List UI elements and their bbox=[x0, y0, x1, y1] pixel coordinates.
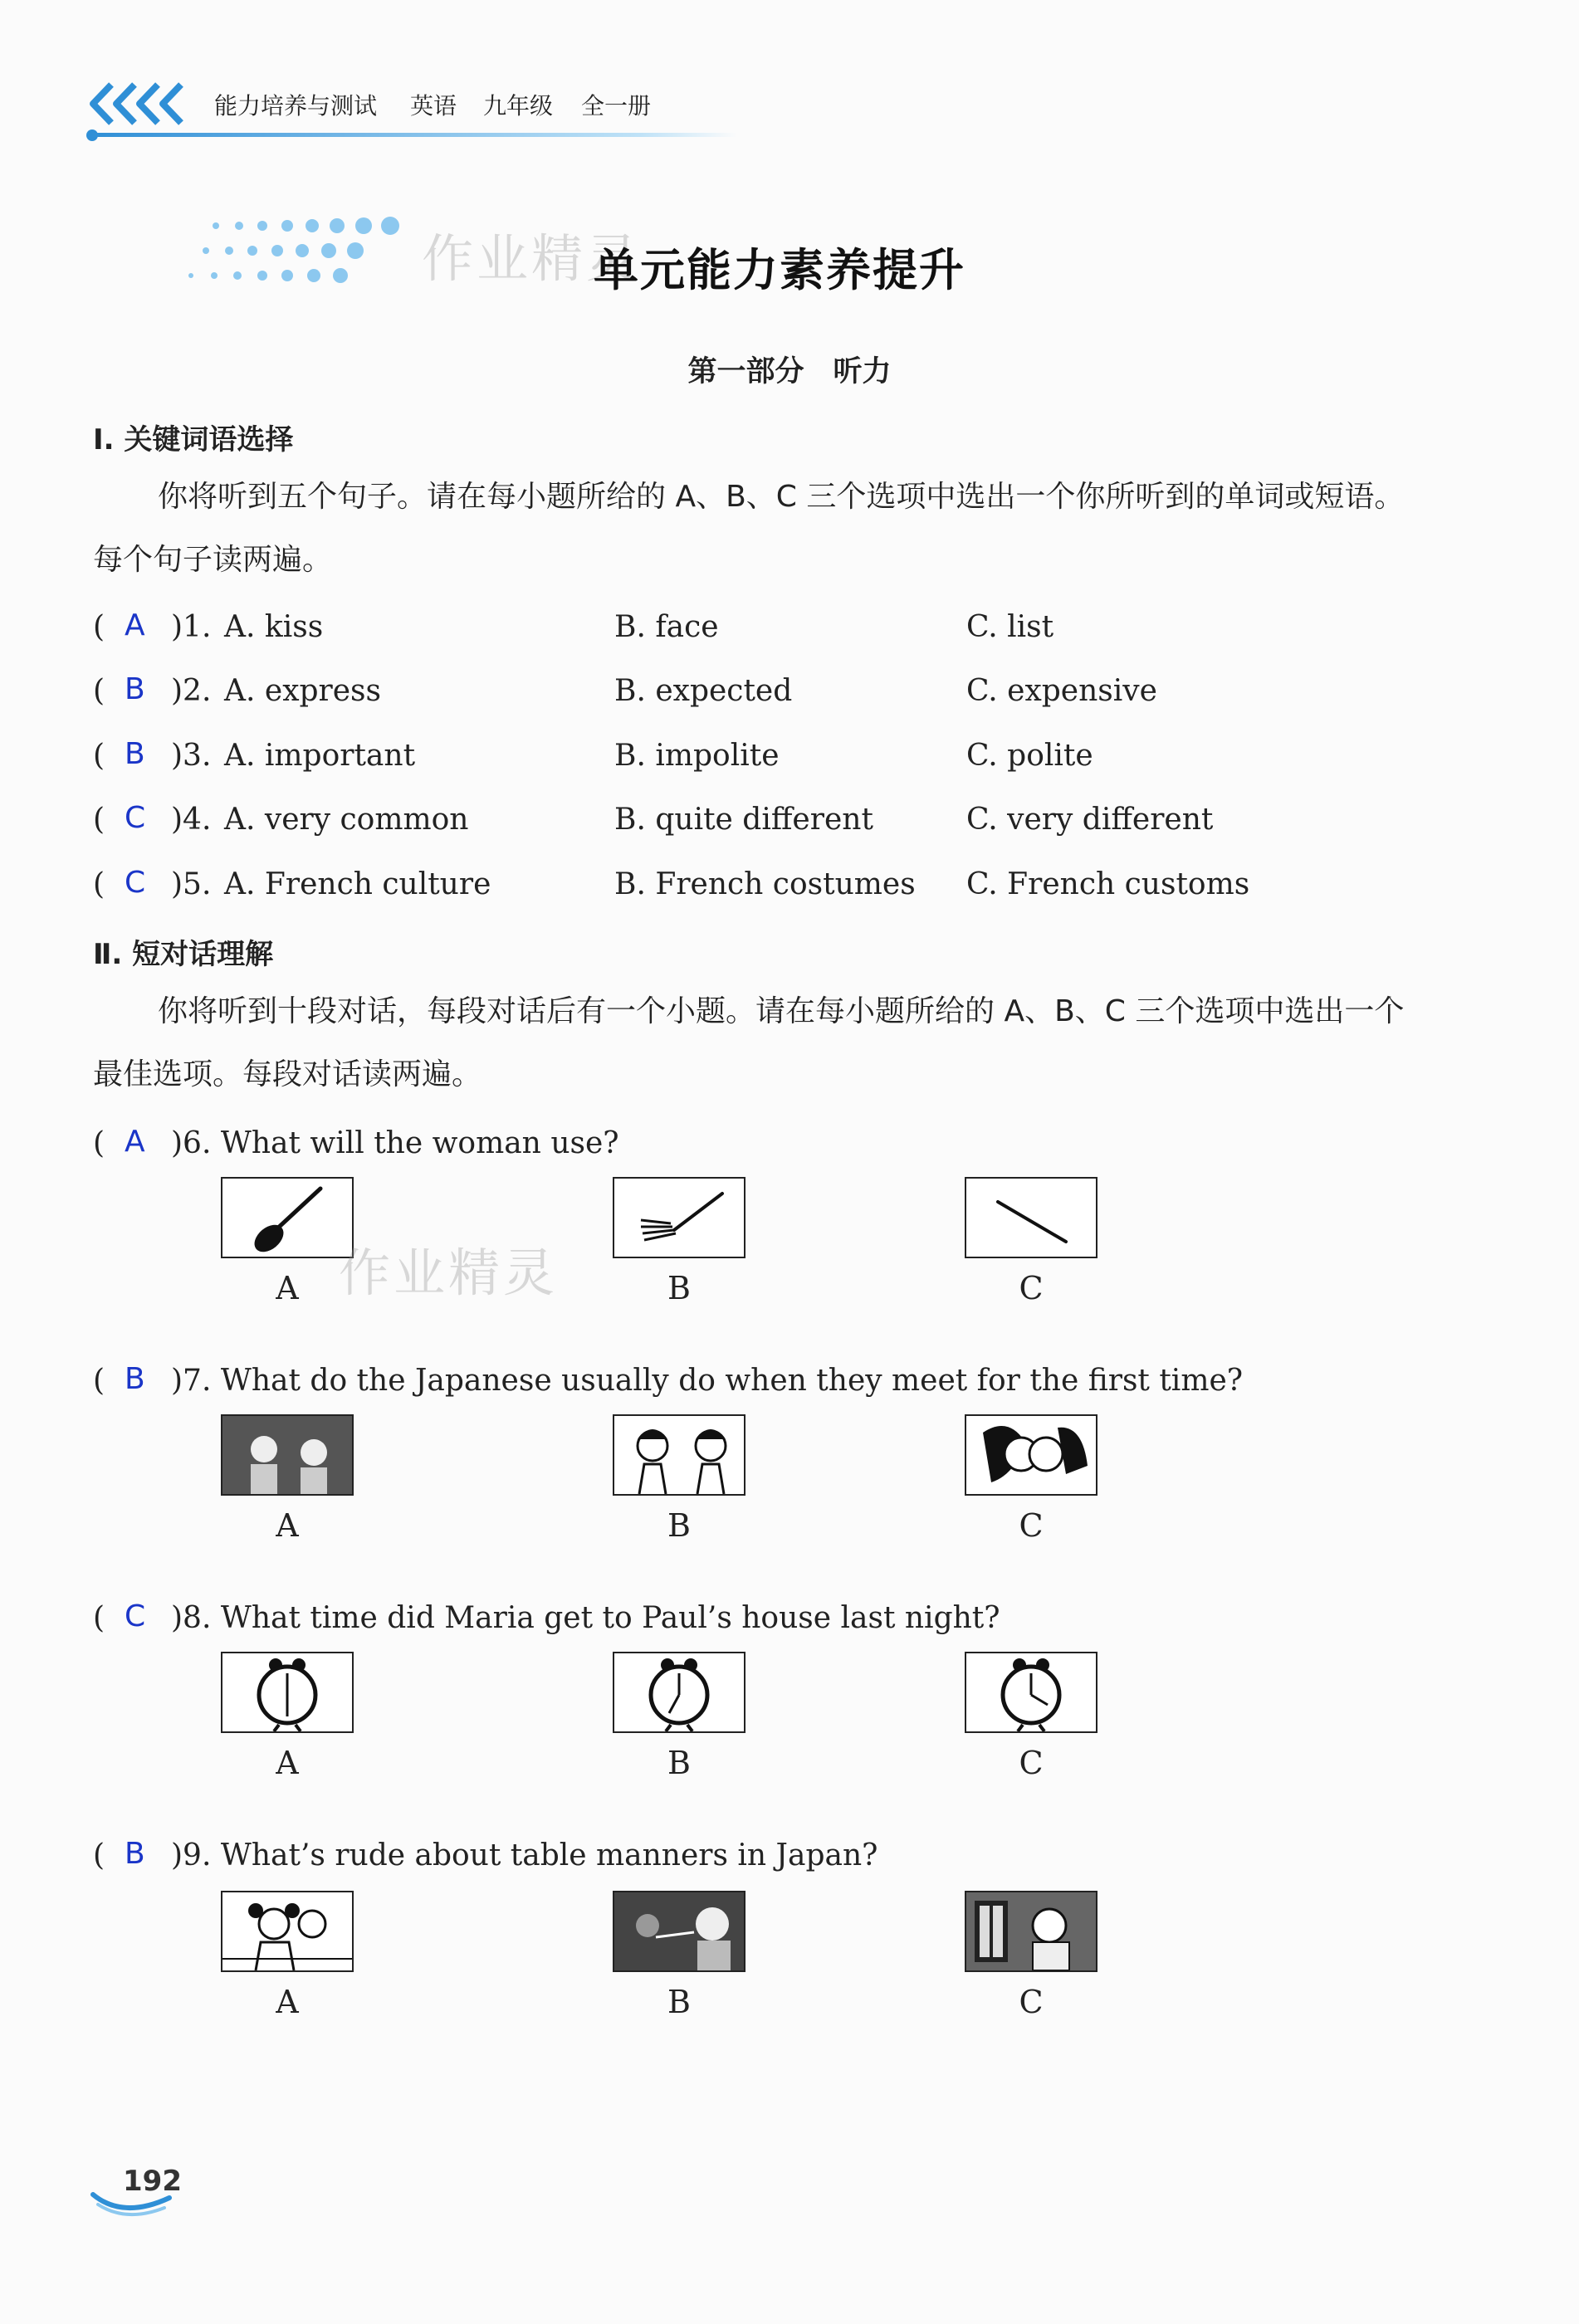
question-1-option-c: C. list bbox=[966, 610, 1054, 644]
q6-option-c-image bbox=[965, 1177, 1097, 1258]
header-subject: 英语 bbox=[410, 92, 457, 120]
title-dots-decoration bbox=[166, 214, 415, 289]
answer-2: B bbox=[125, 672, 145, 706]
answer-paren-open: ( bbox=[93, 803, 105, 837]
q7-label-c: C bbox=[1019, 1507, 1044, 1544]
watermark-middle: 作业精灵 bbox=[339, 1243, 559, 1303]
question-5-option-b: B. French costumes bbox=[614, 867, 916, 901]
question-8-text: )8. What time did Maria get to Paul’s house last night? bbox=[171, 1601, 1000, 1635]
q8-option-b-image bbox=[613, 1652, 746, 1733]
question-1-option-a: A. kiss bbox=[224, 610, 324, 644]
answer-6: A bbox=[125, 1125, 145, 1159]
answer-paren-open: ( bbox=[93, 1838, 105, 1872]
answer-paren-open: ( bbox=[93, 1364, 105, 1398]
question-2-option-a: A. express bbox=[224, 674, 381, 708]
q9-label-b: B bbox=[667, 1984, 691, 2020]
q6-label-b: B bbox=[667, 1270, 691, 1306]
question-3-number: )3. bbox=[171, 739, 212, 773]
question-5-option-c: C. French customs bbox=[966, 867, 1250, 901]
answer-paren-open: ( bbox=[93, 610, 105, 644]
q8-label-c: C bbox=[1019, 1745, 1044, 1781]
question-4-option-a: A. very common bbox=[224, 803, 469, 837]
header-rule bbox=[90, 133, 737, 137]
q9-option-a-image bbox=[221, 1891, 354, 1972]
answer-3: B bbox=[125, 737, 145, 771]
part2-instruction-line1: 你将听到十段对话，每段对话后有一个小题。请在每小题所给的 A、B、C 三个选项中选出一个 bbox=[158, 994, 1405, 1028]
question-3-option-c: C. polite bbox=[966, 739, 1093, 773]
header-grade: 九年级 bbox=[483, 92, 554, 120]
answer-paren-open: ( bbox=[93, 739, 105, 773]
header-chevrons-icon bbox=[86, 80, 194, 128]
answer-paren-open: ( bbox=[93, 1601, 105, 1635]
answer-paren-open: ( bbox=[93, 867, 105, 901]
answer-paren-open: ( bbox=[93, 1126, 105, 1160]
q6-label-c: C bbox=[1019, 1270, 1044, 1306]
answer-paren-open: ( bbox=[93, 674, 105, 708]
part1-instruction-line1: 你将听到五个句子。请在每小题所给的 A、B、C 三个选项中选出一个你所听到的单词或短语。 bbox=[158, 480, 1405, 514]
page-title: 单元能力素养提升 bbox=[594, 244, 965, 296]
header-book-title: 能力培养与测试 bbox=[214, 92, 378, 120]
answer-7: B bbox=[125, 1362, 145, 1396]
part1-instruction-line2: 每个句子读两遍。 bbox=[93, 543, 333, 577]
question-1-option-b: B. face bbox=[614, 610, 719, 644]
part2-instruction-line2: 最佳选项。每段对话读两遍。 bbox=[93, 1057, 482, 1091]
answer-1: A bbox=[125, 608, 145, 642]
q9-label-a: A bbox=[276, 1984, 299, 2020]
q7-label-a: A bbox=[276, 1507, 299, 1544]
question-2-option-b: B. expected bbox=[614, 674, 793, 708]
page-number: 192 bbox=[123, 2165, 182, 2198]
question-1-number: )1. bbox=[171, 610, 212, 644]
question-4-number: )4. bbox=[171, 803, 212, 837]
question-4-option-b: B. quite different bbox=[614, 803, 873, 837]
question-6-text: )6. What will the woman use? bbox=[171, 1126, 619, 1160]
answer-8: C bbox=[125, 1599, 146, 1633]
question-3-option-a: A. important bbox=[224, 739, 416, 773]
q7-option-b-image bbox=[613, 1414, 746, 1496]
q6-option-a-image bbox=[221, 1177, 354, 1258]
part2-heading: Ⅱ. 短对话理解 bbox=[93, 938, 274, 971]
header-volume: 全一册 bbox=[581, 92, 652, 120]
part1-heading: Ⅰ. 关键词语选择 bbox=[93, 423, 294, 456]
q6-option-b-image bbox=[613, 1177, 746, 1258]
q8-option-c-image bbox=[965, 1652, 1097, 1733]
question-2-number: )2. bbox=[171, 674, 212, 708]
question-3-option-b: B. impolite bbox=[614, 739, 780, 773]
q8-option-a-image bbox=[221, 1652, 354, 1733]
q9-option-c-image bbox=[965, 1891, 1097, 1972]
q7-option-c-image bbox=[965, 1414, 1097, 1496]
watermark-top: 作业精灵 bbox=[422, 228, 642, 289]
question-5-number: )5. bbox=[171, 867, 212, 901]
question-2-option-c: C. expensive bbox=[966, 674, 1157, 708]
answer-9: B bbox=[125, 1837, 145, 1871]
q6-label-a: A bbox=[276, 1270, 299, 1306]
question-4-option-c: C. very different bbox=[966, 803, 1214, 837]
q8-label-a: A bbox=[276, 1745, 299, 1781]
q9-option-b-image bbox=[613, 1891, 746, 1972]
answer-5: C bbox=[125, 866, 146, 900]
q9-label-c: C bbox=[1019, 1984, 1044, 2020]
question-5-option-a: A. French culture bbox=[224, 867, 491, 901]
question-9-text: )9. What’s rude about table manners in Japan? bbox=[171, 1838, 878, 1872]
section-title: 第一部分 听力 bbox=[687, 355, 892, 388]
question-7-text: )7. What do the Japanese usually do when they meet for the first time? bbox=[171, 1364, 1244, 1398]
q7-label-b: B bbox=[667, 1507, 691, 1544]
q8-label-b: B bbox=[667, 1745, 691, 1781]
q7-option-a-image bbox=[221, 1414, 354, 1496]
answer-4: C bbox=[125, 801, 146, 835]
